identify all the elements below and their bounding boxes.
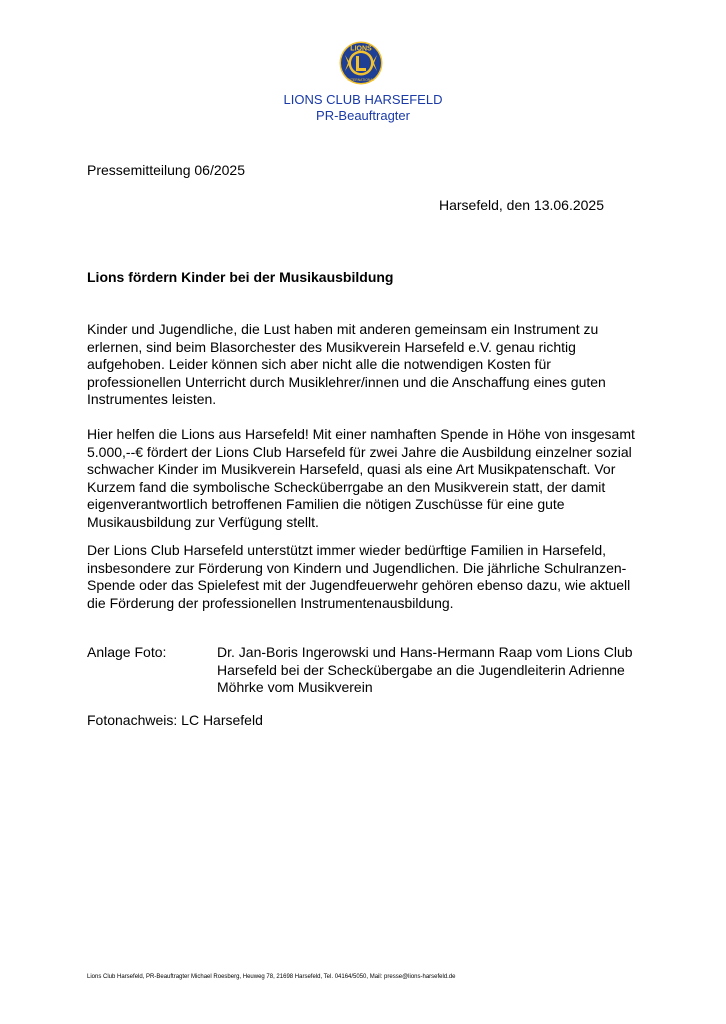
headline: Lions fördern Kinder bei der Musikausbildung bbox=[87, 269, 394, 285]
attachment-text: Dr. Jan-Boris Ingerowski und Hans-Hermann Raap vom Lions Club Harsefeld bei der Scheckübergabe an die Jugendleiterin Adrienne Möhrke vom Musikverein bbox=[217, 644, 633, 695]
press-release-number: Pressemitteilung 06/2025 bbox=[87, 162, 245, 178]
attachment-label: Anlage Foto: bbox=[87, 644, 167, 660]
club-name: LIONS CLUB HARSEFELD bbox=[283, 92, 443, 107]
body-paragraph-2: Hier helfen die Lions aus Harsefeld! Mit einer namhaften Spende in Höhe von insgesamt 5.000,--€ fördert der Lions Club Harsefeld für zwei Jahre die Ausbildung einzelner sozial schwacher Kinder im Musikverein Harsefeld, quasi als eine Art Musikpatenschaft. Vor Kurzem fand die symbolische Schecküberrgabe an den Musikverein statt, der damit eigenverantwortlich betroffenen Familien die nötigen Zuschüsse für eine gute Musikausbildung zur Verfügung stellt. bbox=[87, 426, 635, 530]
footer-contact: Lions Club Harsefeld, PR-Beauftragter Michael Roesberg, Heuweg 78, 21698 Harsefeld, Tel. 04164/5050, Mail: presse@lions-harsefeld.de bbox=[87, 974, 456, 980]
body-paragraph-3: Der Lions Club Harsefeld unterstützt immer wieder bedürftige Familien in Harsefeld, insbesondere zur Förderung von Kindern und Jugendlichen. Die jährliche Schulranzen-Spende oder das Spielefest mit der Jugendfeuerwehr gehören ebenso dazu, wie aktuell die Förderung der professionellen Instrumentenausbildung. bbox=[87, 542, 631, 611]
date-line: Harsefeld, den 13.06.2025 bbox=[438, 197, 604, 213]
body-paragraph-1: Kinder und Jugendliche, die Lust haben mit anderen gemeinsam ein Instrument zu erlernen, sind beim Blasorchester des Musikverein Harsefeld e.V. genau richtig aufgehoben. Leider können sich aber nicht alle die notwendigen Kosten für professionellen Unterricht durch Musiklehrer/innen und die Anschaffung eines guten Instrumentes leisten. bbox=[87, 321, 606, 407]
logo-text-bottom: INTERNATIONAL bbox=[347, 78, 375, 82]
logo-text-top: LIONS bbox=[350, 45, 372, 53]
club-role: PR-Beauftragter bbox=[316, 108, 410, 123]
photo-credit: Fotonachweis: LC Harsefeld bbox=[87, 712, 263, 728]
lions-logo-icon bbox=[339, 41, 383, 85]
